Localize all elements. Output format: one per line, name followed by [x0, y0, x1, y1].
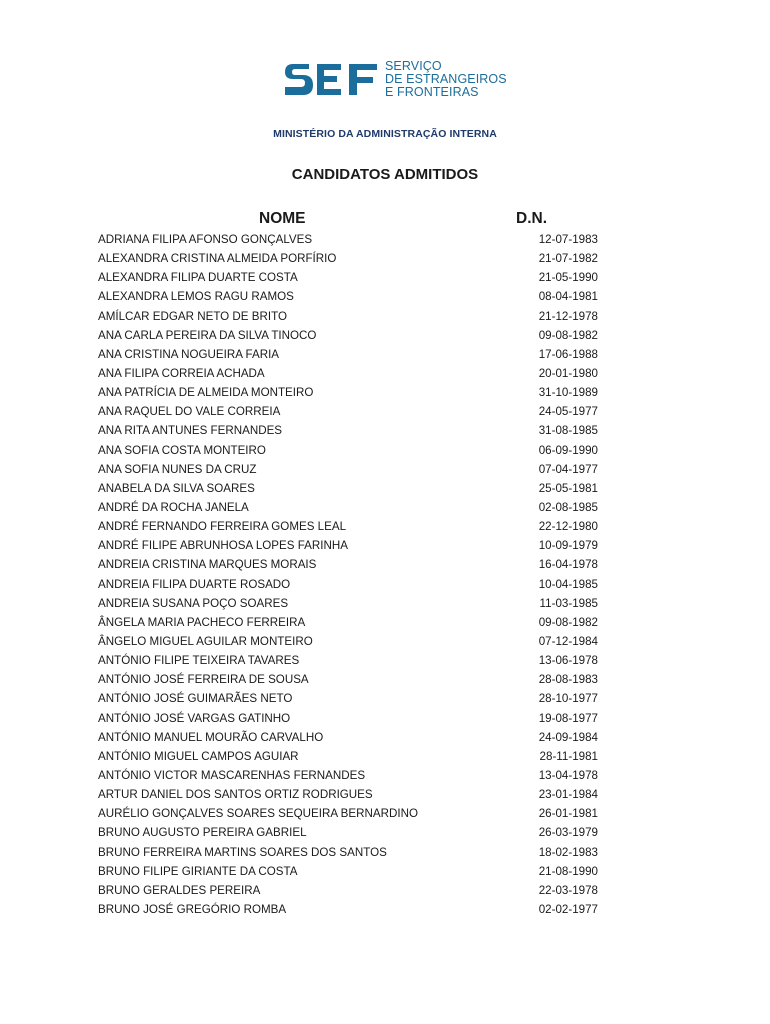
candidate-row	[98, 594, 598, 613]
candidate-row	[98, 670, 598, 689]
candidate-name: ANTÓNIO VICTOR MASCARENHAS FERNANDES	[98, 768, 366, 782]
candidate-name: ANA CRISTINA NOGUEIRA FARIA	[98, 347, 280, 361]
candidate-name: ANTÓNIO FILIPE TEIXEIRA TAVARES	[98, 654, 300, 668]
candidate-dob: 18-02-1983	[538, 845, 598, 859]
document-header	[0, 58, 770, 148]
agency-line: E FRONTEIRAS	[385, 85, 479, 99]
candidate-dob: 28-11-1981	[539, 749, 598, 763]
candidate-name: ANDREIA FILIPA DUARTE ROSADO	[98, 577, 291, 591]
candidate-row	[98, 785, 598, 804]
candidate-row	[98, 421, 598, 440]
candidate-name: ALEXANDRA LEMOS RAGU RAMOS	[98, 290, 294, 304]
candidate-dob: 24-09-1984	[538, 730, 598, 744]
agency-line: SERVIÇO	[385, 59, 442, 73]
candidate-name: ANDRÉ FERNANDO FERREIRA GOMES LEAL	[98, 520, 347, 534]
candidate-dob: 02-08-1985	[538, 500, 598, 514]
column-header-name: NOME	[259, 210, 306, 227]
candidate-row	[98, 709, 598, 728]
candidate-dob: 28-10-1977	[538, 692, 598, 706]
candidate-name: BRUNO JOSÉ GREGÓRIO ROMBA	[98, 902, 287, 916]
candidate-row	[98, 287, 598, 306]
candidate-dob: 10-09-1979	[538, 539, 598, 553]
candidate-name: ANABELA DA SILVA SOARES	[98, 481, 255, 495]
candidate-row	[98, 728, 598, 747]
candidate-row	[98, 536, 598, 555]
ministry-name: MINISTÉRIO DA ADMINISTRAÇÃO INTERNA	[273, 128, 497, 140]
candidate-name: ANTÓNIO MIGUEL CAMPOS AGUIAR	[98, 749, 299, 763]
candidate-dob: 07-12-1984	[538, 634, 598, 648]
candidate-name: ARTUR DANIEL DOS SANTOS ORTIZ RODRIGUES	[98, 788, 373, 802]
candidate-dob: 08-04-1981	[538, 290, 598, 304]
candidate-row	[98, 651, 598, 670]
candidate-row	[98, 747, 598, 766]
candidate-name: ANDRÉ FILIPE ABRUNHOSA LOPES FARINHA	[98, 539, 348, 553]
candidate-dob: 26-03-1979	[538, 826, 598, 840]
agency-name	[385, 60, 507, 99]
candidate-row	[98, 345, 598, 364]
candidate-row	[98, 230, 598, 249]
candidate-name: ADRIANA FILIPA AFONSO GONÇALVES	[98, 233, 313, 246]
candidate-name: ALEXANDRA CRISTINA ALMEIDA PORFÍRIO	[98, 252, 337, 266]
candidate-row	[98, 881, 598, 900]
candidate-row	[98, 555, 598, 574]
candidate-dob: 31-10-1989	[538, 386, 598, 400]
candidate-row	[98, 843, 598, 862]
candidate-row	[98, 441, 598, 460]
candidate-dob: 21-07-1982	[538, 252, 598, 266]
candidate-name: ANA SOFIA NUNES DA CRUZ	[98, 462, 257, 476]
candidate-dob: 20-01-1980	[538, 366, 598, 380]
candidate-dob: 09-08-1982	[538, 615, 598, 629]
candidate-row	[98, 804, 598, 823]
candidate-row	[98, 402, 598, 421]
candidate-name: ANTÓNIO JOSÉ GUIMARÃES NETO	[98, 692, 293, 706]
candidate-name: BRUNO FERREIRA MARTINS SOARES DOS SANTOS	[98, 845, 387, 859]
agency-line: DE ESTRANGEIROS	[385, 72, 507, 86]
candidate-row	[98, 823, 598, 842]
candidate-name: ANDREIA SUSANA POÇO SOARES	[98, 596, 289, 610]
candidate-dob: 07-04-1977	[538, 462, 598, 476]
candidate-dob: 16-04-1978	[538, 558, 598, 572]
candidate-name: ANA SOFIA COSTA MONTEIRO	[98, 443, 266, 457]
candidate-dob: 22-03-1978	[538, 883, 598, 897]
candidate-row	[98, 689, 598, 708]
candidate-dob: 17-06-1988	[538, 347, 598, 361]
candidate-name: ALEXANDRA FILIPA DUARTE COSTA	[98, 271, 298, 285]
candidate-dob: 23-01-1984	[538, 788, 598, 802]
candidate-dob: 25-05-1981	[538, 481, 598, 495]
candidate-dob: 24-05-1977	[538, 405, 598, 419]
candidate-dob: 02-02-1977	[538, 902, 598, 916]
candidate-row	[98, 766, 598, 785]
candidate-name: ANTÓNIO MANUEL MOURÃO CARVALHO	[98, 730, 324, 744]
candidate-dob: 22-12-1980	[538, 520, 598, 534]
candidate-row	[98, 632, 598, 651]
candidate-dob: 19-08-1977	[538, 711, 598, 725]
candidate-name: ANA FILIPA CORREIA ACHADA	[98, 366, 265, 380]
candidate-name: AURÉLIO GONÇALVES SOARES SEQUEIRA BERNARDINO	[98, 807, 418, 821]
candidate-name: ANA RITA ANTUNES FERNANDES	[98, 424, 283, 438]
candidate-dob: 31-08-1985	[538, 424, 598, 438]
candidate-name: ANTÓNIO JOSÉ VARGAS GATINHO	[98, 711, 291, 725]
candidate-dob: 21-08-1990	[538, 864, 598, 878]
candidate-dob: 11-03-1985	[539, 596, 598, 610]
candidate-name: AMÍLCAR EDGAR NETO DE BRITO	[98, 309, 287, 323]
candidate-dob: 12-07-1983	[538, 233, 598, 246]
candidate-dob: 28-08-1983	[538, 673, 598, 687]
candidate-row	[98, 498, 598, 517]
candidate-dob: 21-12-1978	[538, 309, 598, 323]
candidate-row	[98, 364, 598, 383]
candidate-row	[98, 517, 598, 536]
candidate-name: ANA RAQUEL DO VALE CORREIA	[98, 405, 281, 419]
candidate-row	[98, 268, 598, 287]
candidate-name: ÂNGELA MARIA PACHECO FERREIRA	[98, 615, 306, 629]
candidate-name: ÂNGELO MIGUEL AGUILAR MONTEIRO	[98, 634, 313, 648]
candidate-row	[98, 326, 598, 345]
candidate-name: BRUNO GERALDES PEREIRA	[98, 883, 261, 897]
candidate-row	[98, 862, 598, 881]
candidate-row	[98, 460, 598, 479]
sef-logo-mark-icon	[283, 58, 383, 102]
candidate-dob: 10-04-1985	[538, 577, 598, 591]
candidate-name: ANA CARLA PEREIRA DA SILVA TINOCO	[98, 328, 317, 342]
candidate-row	[98, 479, 598, 498]
candidate-name: ANA PATRÍCIA DE ALMEIDA MONTEIRO	[98, 386, 314, 400]
candidate-row	[98, 900, 598, 919]
candidate-dob: 26-01-1981	[538, 807, 598, 821]
candidate-dob: 09-08-1982	[538, 328, 598, 342]
column-header-dob: D.N.	[516, 210, 547, 227]
candidate-row	[98, 575, 598, 594]
candidate-dob: 13-06-1978	[538, 654, 598, 668]
candidate-name: ANTÓNIO JOSÉ FERREIRA DE SOUSA	[98, 673, 309, 687]
candidate-row	[98, 613, 598, 632]
document-title: CANDIDATOS ADMITIDOS	[291, 166, 479, 183]
candidate-dob: 06-09-1990	[538, 443, 598, 457]
candidate-name: BRUNO FILIPE GIRIANTE DA COSTA	[98, 864, 298, 878]
candidate-row	[98, 383, 598, 402]
candidate-row	[98, 249, 598, 268]
candidate-name: BRUNO AUGUSTO PEREIRA GABRIEL	[98, 826, 307, 840]
candidate-name: ANDRÉ DA ROCHA JANELA	[98, 500, 249, 514]
candidate-dob: 21-05-1990	[538, 271, 598, 285]
candidate-row	[98, 307, 598, 326]
candidate-name: ANDREIA CRISTINA MARQUES MORAIS	[98, 558, 317, 572]
candidate-dob: 13-04-1978	[538, 768, 598, 782]
candidate-list	[98, 230, 598, 919]
